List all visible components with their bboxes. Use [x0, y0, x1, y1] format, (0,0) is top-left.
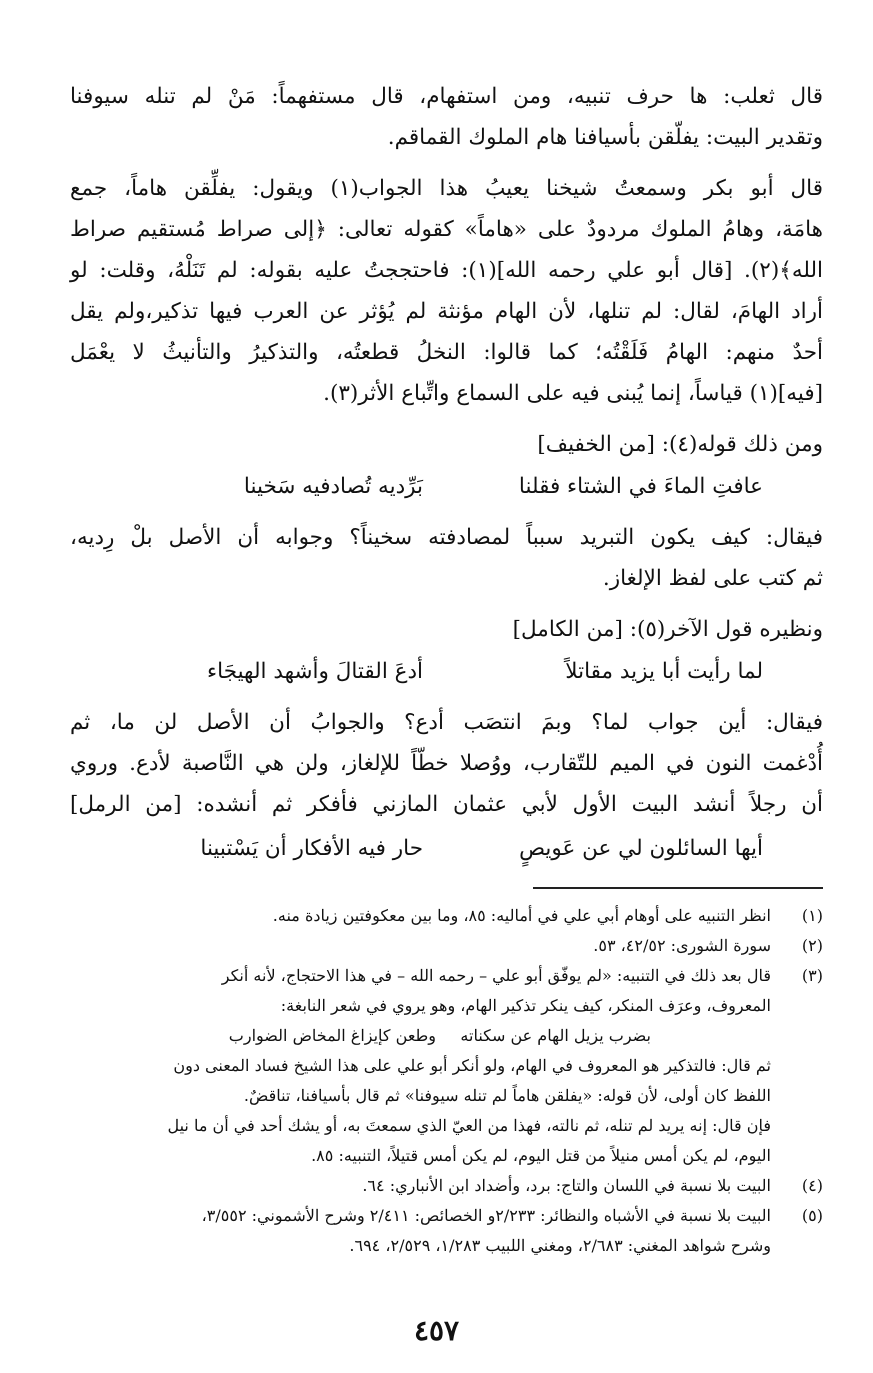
text-line: وتقدير البيت: يفلّقن بأسيافنا هام الملوك القماقم. [387, 125, 823, 150]
paragraph-abu-bakr [70, 168, 823, 414]
footnote-body [70, 1171, 771, 1201]
footnote-line: انظر التنبيه على أوهام أبي علي في أماليه: ٨٥، وما بين معكوفتين زيادة منه. [272, 906, 771, 925]
footnote-line: فإن قال: إنه يريد لم تنله، ثم نالته، فهذا من العيّ الذي سمعتَ به، أو يشك أحد في أن ما نيل [167, 1116, 771, 1135]
text-line: أحدٌ منهم: الهامُ فَلَقْتُه؛ كما قالوا: النخلُ قطعتُه، والتذكيرُ والتأنيثُ لا يعْمَل [70, 340, 823, 365]
verse-intro: ومن ذلك قوله(٤): [من الخفيف] [537, 432, 823, 457]
footnote-line: اليوم، لم يكن أمس منيلاً من قتل اليوم، لم يكن أمس قتيلاً، التنبيه: ٨٥. [311, 1146, 771, 1165]
poem-verse [70, 465, 823, 509]
footnote-line: البيت بلا نسبة في الأشباه والنظائر: ٢/٢٣٣و الخصائص: ٢/٤١١ وشرح الأشموني: ٣/٥٥٢، [201, 1206, 771, 1225]
verse-hemistich-second: بَرِّديه تُصادفيه سَخينا [243, 474, 423, 499]
paragraph-answer [70, 702, 823, 825]
text-line: فيقال: كيف يكون التبريد سبباً لمصادفته سخيناً؟ وجوابه أن الأصل بلْ رِديه، [70, 525, 823, 550]
footnote [70, 961, 823, 1171]
footnote-line: سورة الشورى: ٤٢/٥٢، ٥٣. [593, 936, 771, 955]
text-line: قال ثعلب: ها حرف تنبيه، ومن استفهام، قال مستفهماً: مَنْ لم تنله سيوفنا [70, 84, 823, 109]
verse-hemistich-first: أيها السائلون لي عن عَويصٍ [519, 836, 763, 861]
text-line: فيقال: أين جواب لما؟ وبمَ انتصَب أدع؟ والجوابُ أن الأصل لن ما، ثم [70, 710, 823, 735]
verse-hemistich-second: أدعَ القتالَ وأشهد الهيجَاء [207, 659, 423, 684]
footnote-line: قال بعد ذلك في التنبيه: «لم يوفّق أبو علي – رحمه الله – في هذا الاحتجاج، لأنه أنكر [221, 966, 771, 985]
footnote [70, 931, 823, 961]
book-page [70, 76, 823, 1333]
footnote-line: المعروف، وعرَف المنكر، كيف ينكر تذكير الهام، وهو يروي في شعر النابغة: [280, 996, 771, 1015]
footnote-separator [533, 887, 823, 889]
footnote-body [70, 931, 771, 961]
paragraph-explanation [70, 517, 823, 599]
text-line: أراد الهامَ، لقال: لم تنلها، لأن الهام مؤنثة لم يُؤثر عن العرب فيها تذكير،ولم يقل [70, 299, 823, 324]
footnote-line: البيت بلا نسبة في اللسان والتاج: برد، وأضداد ابن الأنباري: ٦٤. [362, 1176, 771, 1195]
verse-hemistich-first: لما رأيت أبا يزيد مقاتلاً [565, 659, 763, 684]
footnote-number: (٤) [801, 1176, 823, 1195]
footnote-line: ثم قال: فالتذكير هو المعروف في الهام، ولو أنكر أبو علي على هذا الشيخ فساد المعنى دون [173, 1056, 771, 1075]
text-line: أُدْغمت النون في الميم للتّقارب، ووُصلا خطّاً للإلغاز، ولن هي النَّاصبة لأدع. وروي [70, 751, 823, 776]
footnote-body [70, 961, 771, 1171]
footnote [70, 1171, 823, 1201]
text-line: هامَة، وهامُ الملوك مردودٌ على «هاماً» كقوله تعالى: ﴿إلى صراط مُستقيم صراط [70, 217, 823, 242]
footnote-body [70, 901, 771, 931]
poem-verse [70, 650, 823, 694]
footnote-line: وشرح شواهد المغني: ٢/٦٨٣، ومغني اللبيب ١/٢٨٣، ٢/٥٢٩، ٦٩٤. [349, 1236, 771, 1255]
paragraph-tha-lab [70, 76, 823, 158]
footnote [70, 1201, 823, 1261]
footnote-verse [70, 1021, 771, 1051]
text-line: ثم كتب على لفظ الإلغاز. [602, 566, 823, 591]
footnote-number: (٥) [801, 1206, 823, 1225]
footnote-number: (٢) [801, 936, 823, 955]
verse-hemistich-second: حار فيه الأفكار أن يَسْتبينا [200, 836, 423, 861]
text-line: [فيه](١) قياساً، إنما يُبنى فيه على السماع واتِّباع الأثر(٣). [323, 381, 823, 406]
footnote-number: (١) [801, 906, 823, 925]
text-line: قال أبو بكر وسمعتُ شيخنا يعيبُ هذا الجواب(١) ويقول: يفلِّقن هاماً، جمع [70, 176, 824, 201]
text-line: الله﴾(٢). [قال أبو علي رحمه الله](١): فاحتججتُ عليه بقوله: لم تَنَلْهُ، وقلت: لو [70, 258, 823, 283]
poem-verse [70, 827, 823, 871]
verse-hemistich-second: وطعن كإيزاغ المخاض الضوارب [228, 1026, 436, 1045]
text-line: أن رجلاً أنشد البيت الأول لأبي عثمان المازني فأفكر ثم أنشده: [من الرمل] [70, 792, 823, 817]
verse-intro: ونظيره قول الآخر(٥): [من الكامل] [512, 617, 823, 642]
footnote [70, 901, 823, 931]
verse-hemistich-first: بضرب يزيل الهام عن سكناته [460, 1026, 651, 1045]
footnote-body [70, 1201, 771, 1261]
footnote-number: (٣) [801, 966, 823, 985]
footnote-line: اللفظ كان أولى، لأن قوله: «يفلقن هاماً لم تنله سيوفنا» ثم قال بأسيافنا، تناقضٌ. [243, 1086, 771, 1105]
footnotes [70, 901, 823, 1261]
verse-hemistich-first: عافتِ الماءَ في الشتاء فقلنا [518, 474, 763, 499]
page-number: ٤٥٧ [413, 1314, 460, 1347]
